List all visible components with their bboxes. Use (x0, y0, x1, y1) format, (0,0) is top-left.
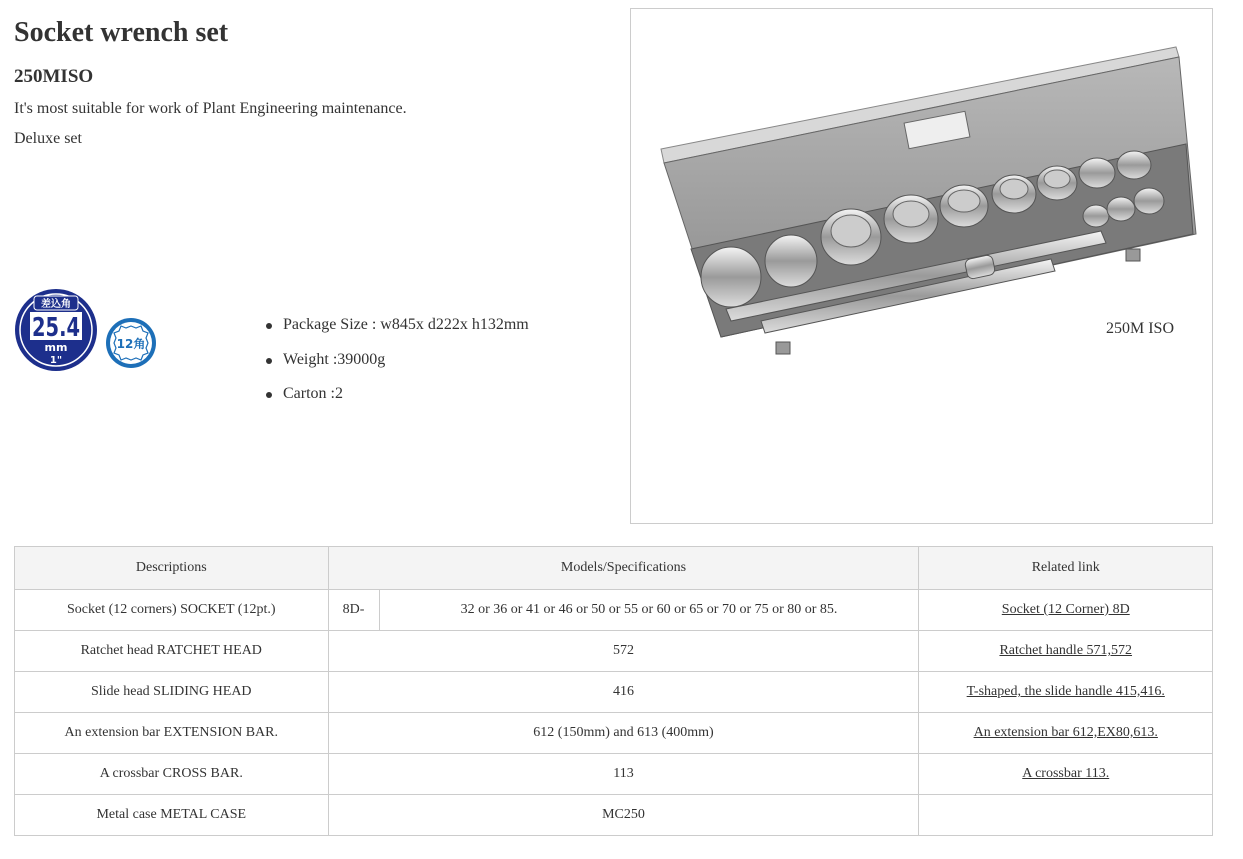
header-models: Models/Specifications (328, 547, 919, 590)
table-row (15, 754, 1213, 795)
parts-table (14, 546, 1213, 836)
row-description: A crossbar CROSS BAR. (15, 754, 329, 795)
drive-size-badge-icon (14, 288, 98, 372)
table-header-row (15, 547, 1213, 590)
row-model-prefix: 8D- (328, 590, 379, 631)
related-link-crossbar[interactable]: A crossbar 113. (1022, 766, 1110, 781)
badge-drive-unit: mm (44, 341, 68, 354)
twelve-point-badge-icon (105, 317, 157, 369)
spec-list (263, 314, 529, 418)
row-link-cell (919, 590, 1213, 631)
table-row (15, 631, 1213, 672)
row-link-cell (919, 754, 1213, 795)
table-row (15, 672, 1213, 713)
row-model: 32 or 36 or 41 or 46 or 50 or 55 or 60 or 65 or 70 or 75 or 80 or 85. (379, 590, 919, 631)
row-model: 612 (150mm) and 613 (400mm) (328, 713, 919, 754)
spec-weight: Weight :39000g (263, 349, 529, 384)
row-model: MC250 (328, 795, 919, 836)
product-description: It's most suitable for work of Plant Engineering maintenance. (14, 100, 407, 117)
row-link-cell (919, 795, 1213, 836)
row-description: An extension bar EXTENSION BAR. (15, 713, 329, 754)
spec-package-size: Package Size : w845x d222x h132mm (263, 314, 529, 349)
row-model: 416 (328, 672, 919, 713)
table-row (15, 713, 1213, 754)
row-description: Slide head SLIDING HEAD (15, 672, 329, 713)
header-related-link: Related link (919, 547, 1213, 590)
row-description: Ratchet head RATCHET HEAD (15, 631, 329, 672)
table-row (15, 795, 1213, 836)
spec-carton: Carton :2 (263, 383, 529, 418)
product-subtitle: Deluxe set (14, 130, 82, 147)
badge-points-label: 12角 (116, 337, 146, 351)
photo-caption: 250M ISO (1106, 320, 1175, 337)
header-descriptions: Descriptions (15, 547, 329, 590)
product-model: 250MISO (14, 66, 94, 87)
related-link-extension-bar[interactable]: An extension bar 612,EX80,613. (973, 725, 1158, 740)
related-link-socket[interactable]: Socket (12 Corner) 8D (1001, 602, 1130, 617)
related-link-slide-handle[interactable]: T-shaped, the slide handle 415,416. (966, 684, 1165, 699)
row-model: 572 (328, 631, 919, 672)
badge-drive-inch: 1" (49, 355, 63, 366)
badge-drive-top: 差込角 (41, 299, 71, 310)
badge-drive-size: 25.4 (32, 313, 80, 343)
row-link-cell (919, 631, 1213, 672)
row-description: Metal case METAL CASE (15, 795, 329, 836)
related-link-ratchet[interactable]: Ratchet handle 571,572 (999, 643, 1133, 658)
socket-set-photo-icon (631, 9, 1214, 525)
row-link-cell (919, 713, 1213, 754)
product-photo-frame (630, 8, 1213, 524)
page-title: Socket wrench set (14, 17, 229, 48)
row-link-cell (919, 672, 1213, 713)
row-description: Socket (12 corners) SOCKET (12pt.) (15, 590, 329, 631)
row-model: 113 (328, 754, 919, 795)
table-row (15, 590, 1213, 631)
